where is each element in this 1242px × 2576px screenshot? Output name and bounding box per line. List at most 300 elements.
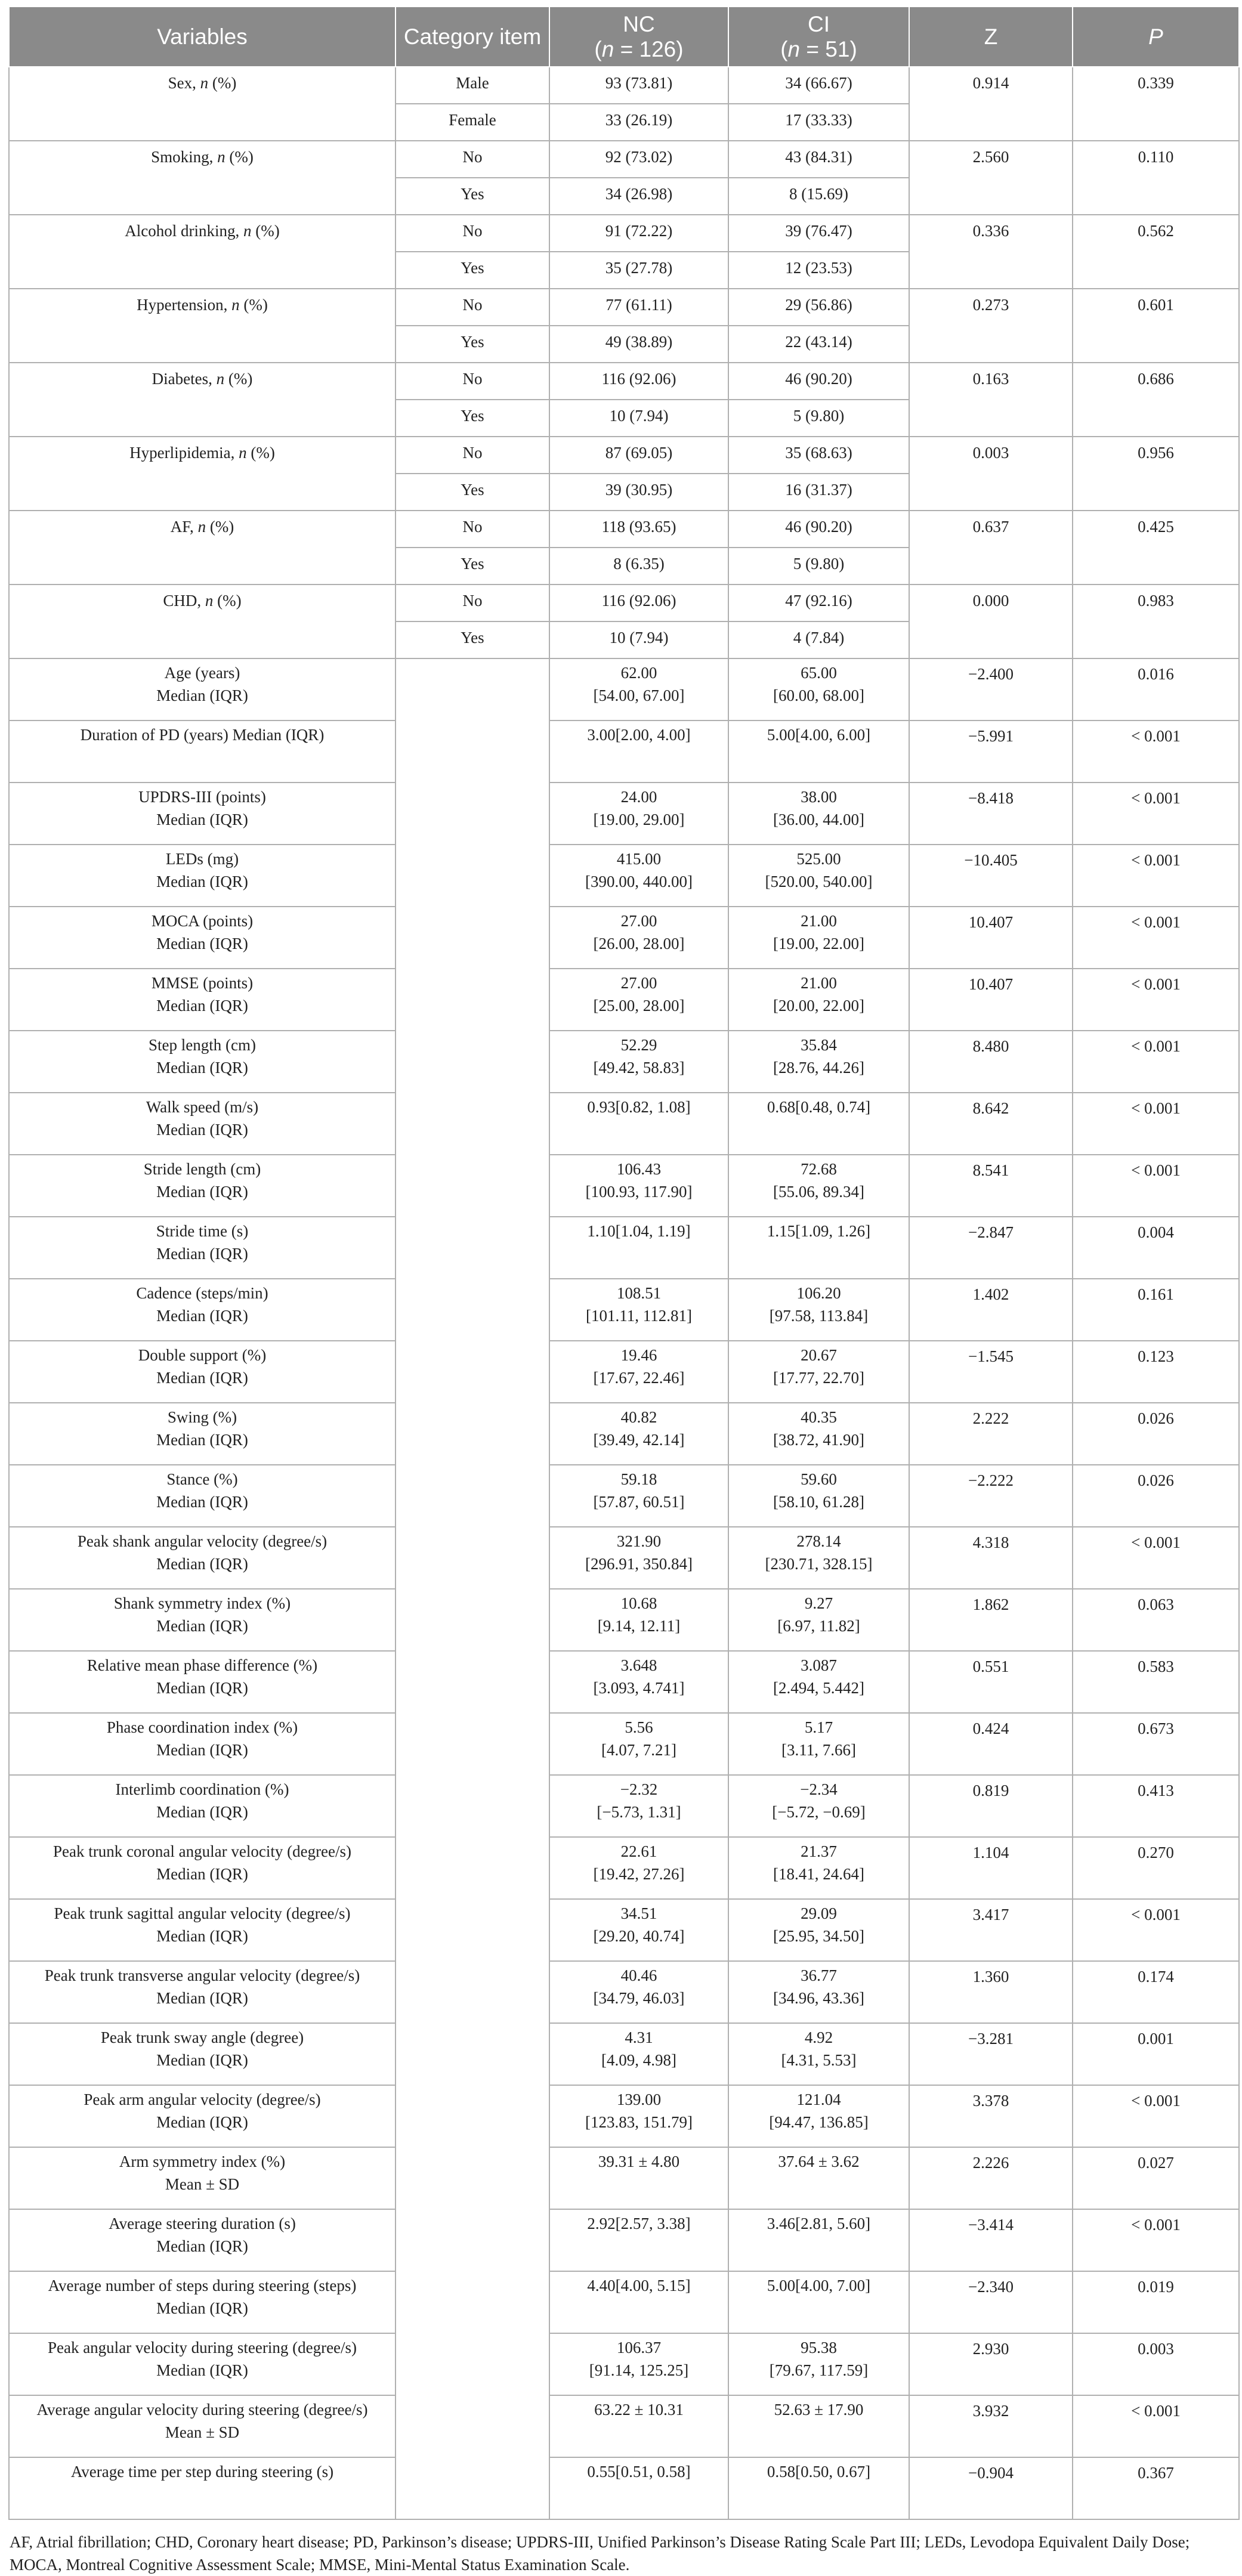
nc-value-cell [549, 1589, 728, 1651]
variable-statistic: Median (IQR) [156, 2299, 248, 2317]
table-row [9, 720, 1239, 783]
nc-value-cell [549, 1837, 728, 1899]
ci-range: [17.77, 22.70] [773, 1369, 864, 1387]
nc-range: [34.79, 46.03] [593, 1989, 685, 2007]
ci-range: [230.71, 328.15] [765, 1555, 873, 1573]
header-p-label: P [1148, 24, 1163, 49]
nc-value-cell [549, 1651, 728, 1713]
variable-label: MOCA (points) [151, 912, 254, 930]
header-nc [549, 7, 728, 67]
variable-cell [9, 720, 396, 783]
variable-cell [9, 1713, 396, 1775]
table-row [9, 1713, 1239, 1775]
nc-range: [39.49, 42.14] [593, 1431, 685, 1449]
variable-cell [9, 1961, 396, 2023]
variable-label: Average time per step during steering (s) [70, 2463, 334, 2481]
table-row [9, 2395, 1239, 2457]
nc-value-cell [549, 1527, 728, 1589]
nc-value: 34.51 [620, 1904, 657, 1922]
ci-value-cell [728, 969, 909, 1031]
z-value-cell: 0.000 [909, 585, 1073, 658]
ci-value: 525.00 [796, 850, 841, 868]
z-value-cell: 0.003 [909, 437, 1073, 511]
variable-label: Peak trunk transverse angular velocity (degree/s) [44, 1966, 360, 1984]
nc-value-cell: 118 (93.65) [549, 511, 728, 548]
z-value-cell: 1.402 [909, 1279, 1073, 1341]
table-row [9, 1031, 1239, 1093]
nc-value-cell [549, 1279, 728, 1341]
ci-range: [20.00, 22.00] [773, 997, 864, 1015]
nc-value: 19.46 [620, 1346, 657, 1364]
p-value-cell: 0.601 [1073, 289, 1239, 363]
variable-cell [9, 658, 396, 720]
nc-value-cell [549, 1403, 728, 1465]
nc-value-cell [549, 1031, 728, 1093]
p-value-cell: 0.983 [1073, 585, 1239, 658]
variable-statistic: Median (IQR) [156, 1307, 248, 1325]
ci-value-cell [728, 658, 909, 720]
nc-value-cell: 49 (38.89) [549, 326, 728, 363]
z-value-cell: 2.930 [909, 2333, 1073, 2395]
ci-value-cell [728, 2271, 909, 2333]
table-row [9, 1093, 1239, 1155]
variable-cell [9, 907, 396, 969]
nc-value: 39.31 ± 4.80 [598, 2153, 680, 2170]
nc-range: [19.42, 27.26] [593, 1865, 685, 1883]
nc-value-cell [549, 2147, 728, 2209]
ci-value-cell [728, 1403, 909, 1465]
variable-cell: CHD, n (%) [9, 585, 396, 658]
z-value-cell: 8.642 [909, 1093, 1073, 1155]
category-item-cell: No [396, 141, 549, 178]
variable-label: Average number of steps during steering (steps) [48, 2277, 357, 2294]
variable-label: Swing (%) [167, 1408, 237, 1426]
ci-value-cell [728, 1961, 909, 2023]
category-item-cell: Male [396, 67, 549, 104]
nc-range: [390.00, 440.00] [585, 873, 693, 890]
p-value-cell: < 0.001 [1073, 845, 1239, 907]
ci-value: 9.27 [804, 1594, 833, 1612]
p-value-cell: 0.686 [1073, 363, 1239, 437]
ci-value: 29.09 [801, 1904, 837, 1922]
ci-value: 106.20 [796, 1284, 841, 1302]
ci-value-cell [728, 1155, 909, 1217]
table-row [9, 1899, 1239, 1961]
z-value-cell: 0.819 [909, 1775, 1073, 1837]
ci-value-cell [728, 1651, 909, 1713]
ci-range: [25.95, 34.50] [773, 1927, 864, 1945]
header-variables: Variables [9, 7, 396, 67]
z-value-cell: −3.414 [909, 2209, 1073, 2271]
z-value-cell: −0.904 [909, 2457, 1073, 2519]
nc-value: 63.22 ± 10.31 [594, 2401, 684, 2419]
variable-cell: Sex, n (%) [9, 67, 396, 141]
variable-label: Interlimb coordination (%) [115, 1780, 289, 1798]
table-row [9, 141, 1239, 178]
ci-range: [36.00, 44.00] [773, 811, 864, 828]
variable-statistic: Median (IQR) [156, 1059, 248, 1077]
ci-range: [2.494, 5.442] [773, 1679, 864, 1697]
p-value-cell: 0.562 [1073, 215, 1239, 289]
variable-statistic: Median (IQR) [156, 1245, 248, 1263]
ci-value: 5.00[4.00, 7.00] [767, 2277, 871, 2294]
nc-range: [91.14, 125.25] [589, 2361, 689, 2379]
ci-value: 37.64 ± 3.62 [778, 2153, 860, 2170]
header-nc-label: NC [623, 11, 655, 36]
nc-range: [4.07, 7.21] [601, 1741, 676, 1759]
nc-range: [296.91, 350.84] [585, 1555, 693, 1573]
variable-cell [9, 1155, 396, 1217]
ci-value-cell [728, 1527, 909, 1589]
table-row [9, 1527, 1239, 1589]
ci-value: 121.04 [796, 2091, 841, 2108]
variable-label: Phase coordination index (%) [106, 1718, 298, 1736]
nc-range: [9.14, 12.11] [597, 1617, 681, 1635]
nc-range: [101.11, 112.81] [586, 1307, 692, 1325]
nc-value: 10.68 [620, 1594, 657, 1612]
p-value-cell: < 0.001 [1073, 1527, 1239, 1589]
variable-statistic: Median (IQR) [156, 1741, 248, 1759]
variable-statistic: Median (IQR) [156, 935, 248, 953]
ci-value-cell [728, 2333, 909, 2395]
ci-range: [4.31, 5.53] [781, 2051, 857, 2069]
nc-value-cell: 91 (72.22) [549, 215, 728, 252]
p-value-cell: 0.016 [1073, 658, 1239, 720]
nc-value: 52.29 [620, 1036, 657, 1054]
nc-range: [4.09, 4.98] [601, 2051, 676, 2069]
nc-value: 3.648 [620, 1656, 657, 1674]
header-ci [728, 7, 909, 67]
ci-range: [79.67, 117.59] [769, 2361, 869, 2379]
ci-range: [28.76, 44.26] [773, 1059, 864, 1077]
table-row [9, 1651, 1239, 1713]
variable-label: Stride length (cm) [143, 1160, 261, 1178]
z-value-cell: 2.222 [909, 1403, 1073, 1465]
variable-statistic: Median (IQR) [156, 1927, 248, 1945]
ci-value: 40.35 [801, 1408, 837, 1426]
nc-value-cell: 8 (6.35) [549, 548, 728, 585]
table-row [9, 2147, 1239, 2209]
table-row [9, 437, 1239, 474]
nc-range: [19.00, 29.00] [593, 811, 685, 828]
variable-cell [9, 1341, 396, 1403]
table-header [9, 7, 1239, 67]
ci-value-cell [728, 1899, 909, 1961]
variable-statistic: Median (IQR) [156, 1431, 248, 1449]
table-row [9, 2023, 1239, 2085]
nc-value-cell [549, 1899, 728, 1961]
variable-label: Peak angular velocity during steering (degree/s) [47, 2339, 357, 2357]
nc-value-cell [549, 1775, 728, 1837]
ci-value-cell [728, 2395, 909, 2457]
nc-value: 27.00 [620, 912, 657, 930]
ci-value: 52.63 ± 17.90 [774, 2401, 864, 2419]
variable-statistic: Median (IQR) [156, 1865, 248, 1883]
nc-value-cell [549, 2395, 728, 2457]
category-item-cell: Yes [396, 474, 549, 511]
z-value-cell: 0.336 [909, 215, 1073, 289]
nc-value-cell: 93 (73.81) [549, 67, 728, 104]
z-value-cell: −2.400 [909, 658, 1073, 720]
variable-cell: AF, n (%) [9, 511, 396, 585]
variable-statistic: Median (IQR) [156, 1679, 248, 1697]
z-value-cell: 3.932 [909, 2395, 1073, 2457]
nc-value: −2.32 [620, 1780, 658, 1798]
z-value-cell: −1.545 [909, 1341, 1073, 1403]
nc-value-cell [549, 720, 728, 783]
p-value-cell: < 0.001 [1073, 969, 1239, 1031]
nc-range: [29.20, 40.74] [593, 1927, 685, 1945]
nc-value-cell: 77 (61.11) [549, 289, 728, 326]
table-row [9, 658, 1239, 720]
ci-value-cell [728, 1775, 909, 1837]
z-value-cell: 2.226 [909, 2147, 1073, 2209]
ci-range: [6.97, 11.82] [777, 1617, 860, 1635]
ci-range: [34.96, 43.36] [773, 1989, 864, 2007]
table-row [9, 1837, 1239, 1899]
variable-statistic: Median (IQR) [156, 997, 248, 1015]
variable-cell: Hypertension, n (%) [9, 289, 396, 363]
nc-value: 3.00[2.00, 4.00] [587, 726, 691, 744]
p-value-cell: 0.339 [1073, 67, 1239, 141]
variable-cell [9, 1217, 396, 1279]
nc-value: 4.31 [625, 2028, 653, 2046]
variable-label: Duration of PD (years) Median (IQR) [80, 726, 325, 744]
z-value-cell: 0.163 [909, 363, 1073, 437]
ci-value-cell [728, 1093, 909, 1155]
table-row [9, 1589, 1239, 1651]
variable-label: UPDRS-III (points) [138, 788, 266, 806]
ci-value-cell [728, 1713, 909, 1775]
ci-range: [520.00, 540.00] [765, 873, 873, 890]
variable-label: Peak trunk coronal angular velocity (degree/s) [52, 1842, 352, 1860]
p-value-cell: 0.004 [1073, 1217, 1239, 1279]
nc-value: 62.00 [620, 664, 657, 682]
table-row [9, 1155, 1239, 1217]
variable-statistic: Median (IQR) [156, 1803, 248, 1821]
nc-value-cell: 35 (27.78) [549, 252, 728, 289]
ci-value: 36.77 [801, 1966, 837, 1984]
nc-range: [54.00, 67.00] [593, 686, 685, 704]
table-row [9, 67, 1239, 104]
p-value-cell: 0.174 [1073, 1961, 1239, 2023]
ci-value-cell: 8 (15.69) [728, 178, 909, 215]
table-row [9, 1341, 1239, 1403]
ci-value: 5.17 [804, 1718, 833, 1736]
nc-value-cell [549, 1217, 728, 1279]
nc-range: [3.093, 4.741] [593, 1679, 685, 1697]
ci-value: 21.00 [801, 974, 837, 992]
nc-value-cell [549, 1465, 728, 1527]
nc-value-cell: 116 (92.06) [549, 363, 728, 400]
nc-value-cell: 39 (30.95) [549, 474, 728, 511]
ci-value: 72.68 [801, 1160, 837, 1178]
nc-value: 106.43 [616, 1160, 662, 1178]
ci-value-cell [728, 2457, 909, 2519]
table-body [9, 67, 1239, 2519]
table-container [8, 6, 1238, 2576]
table-row [9, 845, 1239, 907]
table-row [9, 215, 1239, 252]
z-value-cell: 0.914 [909, 67, 1073, 141]
z-value-cell: 0.424 [909, 1713, 1073, 1775]
variable-label: Double support (%) [138, 1346, 267, 1364]
ci-value-cell [728, 2085, 909, 2147]
variable-statistic: Median (IQR) [156, 686, 248, 704]
ci-range: [−5.72, −0.69] [772, 1803, 866, 1821]
p-value-cell: < 0.001 [1073, 2209, 1239, 2271]
ci-value-cell [728, 907, 909, 969]
nc-value: 321.90 [616, 1532, 662, 1550]
variable-cell [9, 2209, 396, 2271]
p-value-cell: < 0.001 [1073, 720, 1239, 783]
p-value-cell: < 0.001 [1073, 1899, 1239, 1961]
category-item-cell: No [396, 437, 549, 474]
z-value-cell: −2.847 [909, 1217, 1073, 1279]
p-value-cell: 0.270 [1073, 1837, 1239, 1899]
ci-value: 21.37 [801, 1842, 837, 1860]
variable-cell [9, 1899, 396, 1961]
variable-statistic: Median (IQR) [156, 2113, 248, 2131]
p-value-cell: < 0.001 [1073, 2395, 1239, 2457]
nc-range: [17.67, 22.46] [593, 1369, 685, 1387]
ci-value: 35.84 [801, 1036, 837, 1054]
table-row [9, 2271, 1239, 2333]
ci-value-cell: 46 (90.20) [728, 363, 909, 400]
table-row [9, 907, 1239, 969]
nc-value: 1.10[1.04, 1.19] [587, 1222, 691, 1240]
ci-value-cell: 5 (9.80) [728, 400, 909, 437]
p-value-cell: 0.026 [1073, 1403, 1239, 1465]
p-value-cell: < 0.001 [1073, 1155, 1239, 1217]
nc-value: 0.93[0.82, 1.08] [587, 1098, 691, 1116]
ci-range: [19.00, 22.00] [773, 935, 864, 953]
nc-range: [26.00, 28.00] [593, 935, 685, 953]
ci-value-cell: 47 (92.16) [728, 585, 909, 621]
p-value-cell: 0.956 [1073, 437, 1239, 511]
category-item-cell: Female [396, 104, 549, 141]
variable-statistic: Median (IQR) [156, 873, 248, 890]
variable-label: Peak trunk sagittal angular velocity (degree/s) [54, 1904, 351, 1922]
nc-value: 40.46 [620, 1966, 657, 1984]
variable-cell [9, 1465, 396, 1527]
nc-value-cell [549, 845, 728, 907]
z-value-cell: 0.551 [909, 1651, 1073, 1713]
z-value-cell: 0.637 [909, 511, 1073, 585]
z-value-cell: 10.407 [909, 907, 1073, 969]
ci-value-cell [728, 1217, 909, 1279]
ci-value: 95.38 [801, 2339, 837, 2357]
variable-label: Peak shank angular velocity (degree/s) [77, 1532, 328, 1550]
nc-range: [49.42, 58.83] [593, 1059, 685, 1077]
ci-value-cell: 29 (56.86) [728, 289, 909, 326]
ci-value: 5.00[4.00, 6.00] [767, 726, 871, 744]
variable-label: Arm symmetry index (%) [119, 2153, 286, 2170]
nc-value: 2.92[2.57, 3.38] [587, 2215, 691, 2232]
category-item-cell: No [396, 363, 549, 400]
z-value-cell: 0.273 [909, 289, 1073, 363]
variable-statistic: Mean ± SD [165, 2423, 240, 2441]
p-value-cell: < 0.001 [1073, 907, 1239, 969]
variable-statistic: Median (IQR) [156, 1617, 248, 1635]
nc-value: 106.37 [616, 2339, 662, 2357]
ci-value-cell: 17 (33.33) [728, 104, 909, 141]
table-row [9, 2085, 1239, 2147]
variable-label: Stride time (s) [156, 1222, 249, 1240]
category-item-cell: Yes [396, 178, 549, 215]
category-item-cell [396, 658, 549, 2519]
z-value-cell: −2.222 [909, 1465, 1073, 1527]
variable-cell [9, 1093, 396, 1155]
category-item-cell: No [396, 215, 549, 252]
p-value-cell: 0.110 [1073, 141, 1239, 215]
ci-value-cell: 16 (31.37) [728, 474, 909, 511]
variable-cell [9, 969, 396, 1031]
z-value-cell: −3.281 [909, 2023, 1073, 2085]
table-row [9, 1961, 1239, 2023]
variable-statistic: Median (IQR) [156, 1183, 248, 1201]
p-value-cell: 0.063 [1073, 1589, 1239, 1651]
category-item-cell: No [396, 585, 549, 621]
nc-value-cell [549, 907, 728, 969]
ci-value-cell [728, 1465, 909, 1527]
nc-value-cell: 33 (26.19) [549, 104, 728, 141]
p-value-cell: 0.003 [1073, 2333, 1239, 2395]
category-item-cell: Yes [396, 621, 549, 658]
ci-value-cell [728, 720, 909, 783]
table-row [9, 1279, 1239, 1341]
nc-value: 22.61 [620, 1842, 657, 1860]
variable-label: Step length (cm) [149, 1036, 256, 1054]
variable-label: Stance (%) [166, 1470, 238, 1488]
ci-value: 65.00 [801, 664, 837, 682]
variable-label: Average steering duration (s) [109, 2215, 296, 2232]
variable-cell [9, 2333, 396, 2395]
category-item-cell: Yes [396, 326, 549, 363]
p-value-cell: < 0.001 [1073, 783, 1239, 845]
variable-label: MMSE (points) [151, 974, 254, 992]
nc-value-cell [549, 658, 728, 720]
variable-statistic: Mean ± SD [165, 2175, 240, 2193]
ci-value: 4.92 [804, 2028, 833, 2046]
nc-value-cell: 116 (92.06) [549, 585, 728, 621]
z-value-cell: 8.541 [909, 1155, 1073, 1217]
nc-value: 27.00 [620, 974, 657, 992]
nc-value-cell [549, 1961, 728, 2023]
z-value-cell: 3.378 [909, 2085, 1073, 2147]
z-value-cell: 1.360 [909, 1961, 1073, 2023]
header-category-item: Category item [396, 7, 549, 67]
p-value-cell: 0.026 [1073, 1465, 1239, 1527]
variable-cell [9, 1279, 396, 1341]
p-value-cell: 0.027 [1073, 2147, 1239, 2209]
ci-value-cell: 39 (76.47) [728, 215, 909, 252]
ci-value-cell [728, 1837, 909, 1899]
ci-value-cell [728, 845, 909, 907]
nc-value-cell [549, 2085, 728, 2147]
variable-statistic: Median (IQR) [156, 2051, 248, 2069]
nc-value-cell [549, 1155, 728, 1217]
ci-value: 59.60 [801, 1470, 837, 1488]
p-value-cell: 0.583 [1073, 1651, 1239, 1713]
header-p [1073, 7, 1239, 67]
variable-statistic: Median (IQR) [156, 1121, 248, 1139]
variable-statistic: Median (IQR) [156, 811, 248, 828]
ci-value-cell [728, 2147, 909, 2209]
z-value-cell: −2.340 [909, 2271, 1073, 2333]
table-row [9, 2333, 1239, 2395]
ci-value: 0.68[0.48, 0.74] [767, 1098, 871, 1116]
